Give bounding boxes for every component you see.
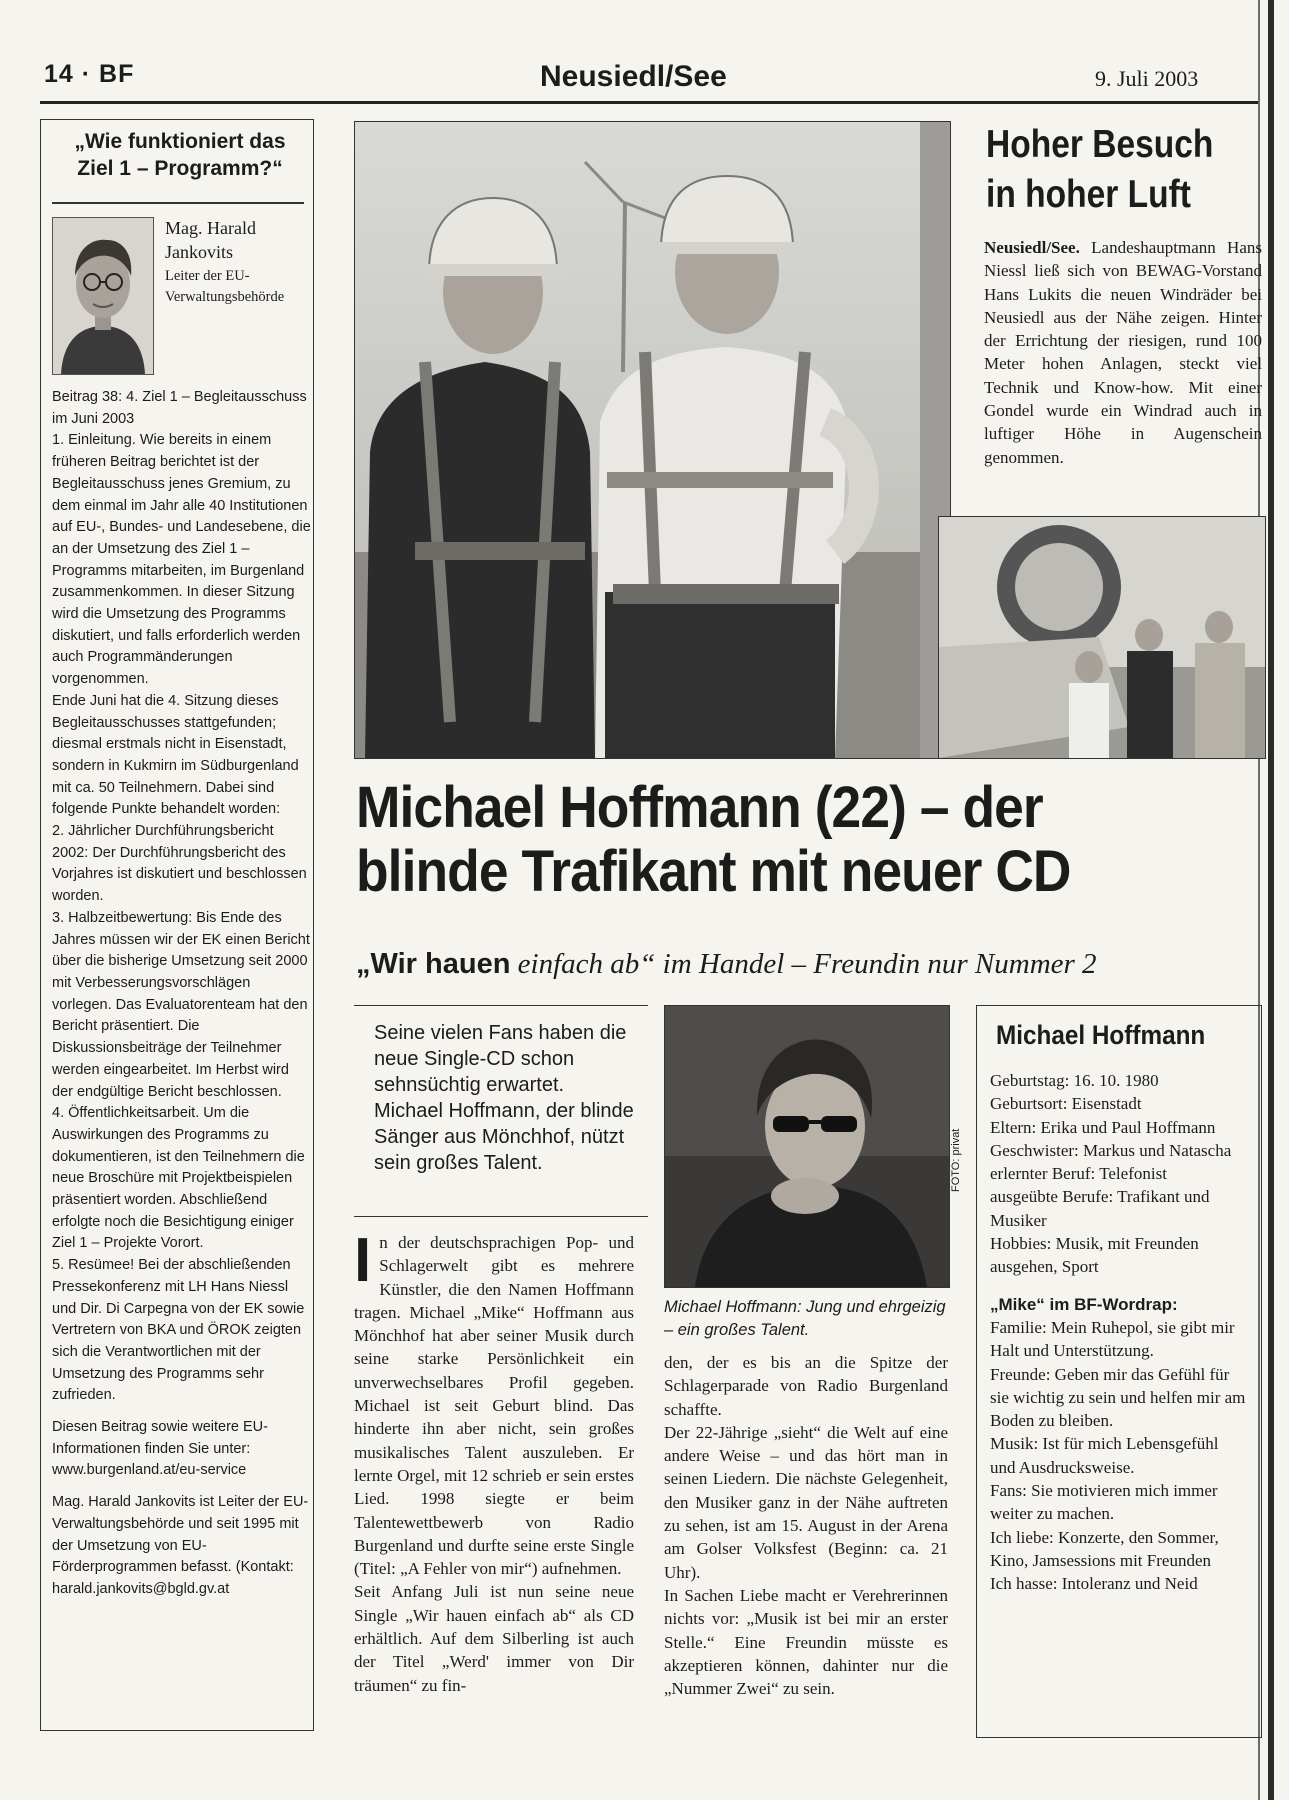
page-number: 14 · BF bbox=[44, 60, 135, 88]
author-role: Leiter der EU- Verwaltungsbehörde bbox=[165, 268, 285, 305]
photo-caption: Michael Hoffmann: Jung und ehrgeizig – ein großes Talent. bbox=[664, 1298, 946, 1339]
profile-fact: Geburtsort: Eisenstadt bbox=[990, 1094, 1142, 1114]
wordrap-title: „Mike“ im BF-Wordrap: bbox=[990, 1294, 1178, 1314]
issue-date: 9. Juli 2003 bbox=[1095, 66, 1199, 91]
wordrap-item: Freunde: Geben mir das Gefühl für sie wichtig zu sein und helfen mir am Boden zu bleiben. bbox=[990, 1364, 1246, 1431]
profile-fact: Geschwister: Markus und Natascha bbox=[990, 1140, 1232, 1160]
profile-box-title: Michael Hoffmann bbox=[996, 1020, 1206, 1050]
profile-fact: erlernter Beruf: Telefonist bbox=[990, 1164, 1167, 1184]
profile-fact: Geburtstag: 16. 10. 1980 bbox=[990, 1071, 1159, 1090]
author-portrait bbox=[52, 217, 154, 375]
eu-column-title: „Wie funktioniert das Ziel 1 – Programm?“ bbox=[74, 130, 286, 180]
singer-portrait-photo bbox=[664, 1005, 950, 1288]
profile-box-body bbox=[990, 1069, 1248, 1596]
eu-column-body: Beitrag 38: 4. Ziel 1 – Begleitausschuss im Juni 2003 1. Einleitung. Wie bereits in einem früheren Beitrag berichtet ist der Begleitausschuss jenes Gremium, zu dem einmal im Jahr alle 40 Institutionen auf EU-, Bundes- und Landesebene, die an der Umsetzung des Ziel 1 – Programms mitarbeiten, im Burgenland zusammenkommen. In dieser Sitzung wird die Umsetzung des Programms diskutiert, und falls erforderlich werden auch Programmänderungen vorgenommen. Ende Juni hat die 4. Sitzung dieses Begleitausschusses stattgefunden; diesmal erstmals nicht in Eisenstadt, sondern in Kukmirn im Südburgenland mit ca. 50 Teilnehmern. Dabei sind folgende Punkte behandelt worden: 2. Jährlicher Durchführungsbericht 2002: Der Durchführungsbericht des Vorjahres ist diskutiert und beschlossen worden. 3. Halbzeitbewertung: Bis Ende des Jahres müssen wir der EK einen Bericht über die bisherige Umsetzung seit 2000 mit Verbesserungsvorschlägen vorlegen. Das Evaluatorenteam hat den Bericht präsentiert. Die Diskussionsbeiträge der Teilnehmer werden eingearbeitet. Im Herbst wird der endgültige Bericht beschlossen. 4. Öffentlichkeitsarbeit. Um die Auswirkungen des Programms zu dokumentieren, ist den Teilnehmern die neue Broschüre mit Projektbeispielen präsentiert worden. Abschließend erfolgte noch die Besichtigung einiger Ziel 1 – Projekte Vorort. 5. Resümee! Bei der abschließenden Pressekonferenz mit LH Hans Niessl und Dir. Di Carpegna von der EK sowie Vertretern von BKA und ÖROK zeigten sich die Verantwortlichen mit der Umsetzung des Programms sehr zufrieden. Diesen Beitrag sowie weitere EU-Informationen finden Sie unter: www.burgenland.at/eu-service Mag. Harald Jankovits ist Leiter der EU-Verwaltungsbehörde und seit 1995 mit der Umsetzung von EU-Förderprogrammen befasst. (Kontakt: harald.jankovits@bgld.gv.at bbox=[52, 387, 312, 1601]
wordrap-item: Ich liebe: Konzerte, den Sommer, Kino, Jamsessions mit Freunden bbox=[990, 1527, 1219, 1570]
profile-fact: ausgeübte Berufe: Trafikant und Musiker bbox=[990, 1187, 1210, 1230]
main-subheadline: „Wir hauen einfach ab“ im Handel – Freundin nur Nummer 2 bbox=[356, 948, 1097, 980]
wordrap-item: Ich hasse: Intoleranz und Neid bbox=[990, 1574, 1198, 1594]
article-column-1: In der deutschsprachigen Pop- und Schlagerwelt gibt es mehrere Künstler, die den Namen Hoffmann tragen. Michael „Mike“ Hoffmann aus Mönchhof hat aber seiner Musik durch seine starke Persönlichkeit ein unverwechselbares Profil gegeben. Michael ist seit Geburt blind. Das hinderte ihn aber nicht, sein großes musikalisches Talent auszuleben. Er lernte Orgel, mit 12 schrieb er sein erstes Lied. 1998 siegte er beim Talentewettbewerb von Radio Burgenland und durfte seine erste Single (Titel: „A Fehler von mir“) aufnehmen. Seit Anfang Juli ist nun seine neue Single „Wir hauen einfach ab“ als CD erhältlich. Auf dem Silberling ist auch der Titel „Werd' immer von Dir träumen“ zu fin- bbox=[354, 1226, 634, 1695]
eu-info-link-text: Diesen Beitrag sowie weitere EU-Informationen finden Sie unter: www.burgenland.at/eu-service bbox=[52, 1419, 268, 1479]
profile-fact: Hobbies: Musik, mit Freunden ausgehen, Sport bbox=[990, 1234, 1199, 1277]
profile-fact: Eltern: Erika und Paul Hoffmann bbox=[990, 1117, 1216, 1137]
page-edge-shadow bbox=[1268, 0, 1274, 1800]
lead-text: Seine vielen Fans haben die neue Single-CD schon sehnsüchtig erwartet. Michael Hoffmann, der blinde Sänger aus Mönchhof, nützt sein großes Talent. bbox=[374, 1022, 634, 1174]
photo-credit: FOTO: privat bbox=[950, 1128, 962, 1192]
author-bio: Mag. Harald Jankovits ist Leiter der EU-Verwaltungsbehörde und seit 1995 mit der Umsetzung von EU-Förderprogrammen befasst. (Kontakt: harald.jankovits@bgld.gv.at bbox=[52, 1494, 309, 1597]
wordrap-item: Fans: Sie motivieren mich immer weiter zu machen. bbox=[990, 1481, 1218, 1524]
author-name: Mag. Harald Jankovits bbox=[165, 218, 256, 262]
windpark-article-title: Hoher Besuch in hoher Luft bbox=[986, 123, 1214, 216]
article-column-2: den, der es bis an die Spitze der Schlagerparade von Radio Burgenland schaffte. Der 22-Jährige „sieht“ die Welt auf eine andere Weise – und das hört man in seinen Liedern. Die nächste Gelegenheit, den Musiker ganz in der Nähe auftreten zu sehen, ist am 15. August in der Arena am Golser Volksfest (Beginn: ca. 21 Uhr). In Sachen Liebe macht er Verehrerinnen nichts vor: „Musik ist bei mir an erster Stelle.“ Eine Freundin müsste es akzeptieren können, dahinter nur die „Nummer Zwei“ zu sein. bbox=[664, 1353, 948, 1699]
turbine-inspection-photo bbox=[938, 516, 1266, 759]
wordrap-item: Familie: Mein Ruhepol, sie gibt mir Halt und Unterstützung. bbox=[990, 1317, 1235, 1361]
main-headline: Michael Hoffmann (22) – der blinde Trafikant mit neuer CD bbox=[356, 775, 1071, 904]
wordrap-item: Musik: Ist für mich Lebensgefühl und Ausdrucksweise. bbox=[990, 1434, 1219, 1477]
eu-column-separator bbox=[52, 202, 304, 204]
header-rule bbox=[40, 101, 1258, 104]
drop-cap: I bbox=[354, 1226, 372, 1295]
windpark-visit-photo bbox=[354, 121, 951, 759]
windpark-article-body: Neusiedl/See. Landeshauptmann Hans Niessl ließ sich von BEWAG-Vorstand Hans Lukits die neuen Windräder bei Neusiedl aus der Nähe zeigen. Hinter der Errichtung der riesigen, rund 100 Meter hohen Anlagen, steckt viel Technik und Know-how. Mit einer Gondel wurde ein Windrad auch in luftiger Höhe in Augenschein genommen. bbox=[984, 238, 1262, 467]
section-title: Neusiedl/See bbox=[540, 60, 727, 93]
